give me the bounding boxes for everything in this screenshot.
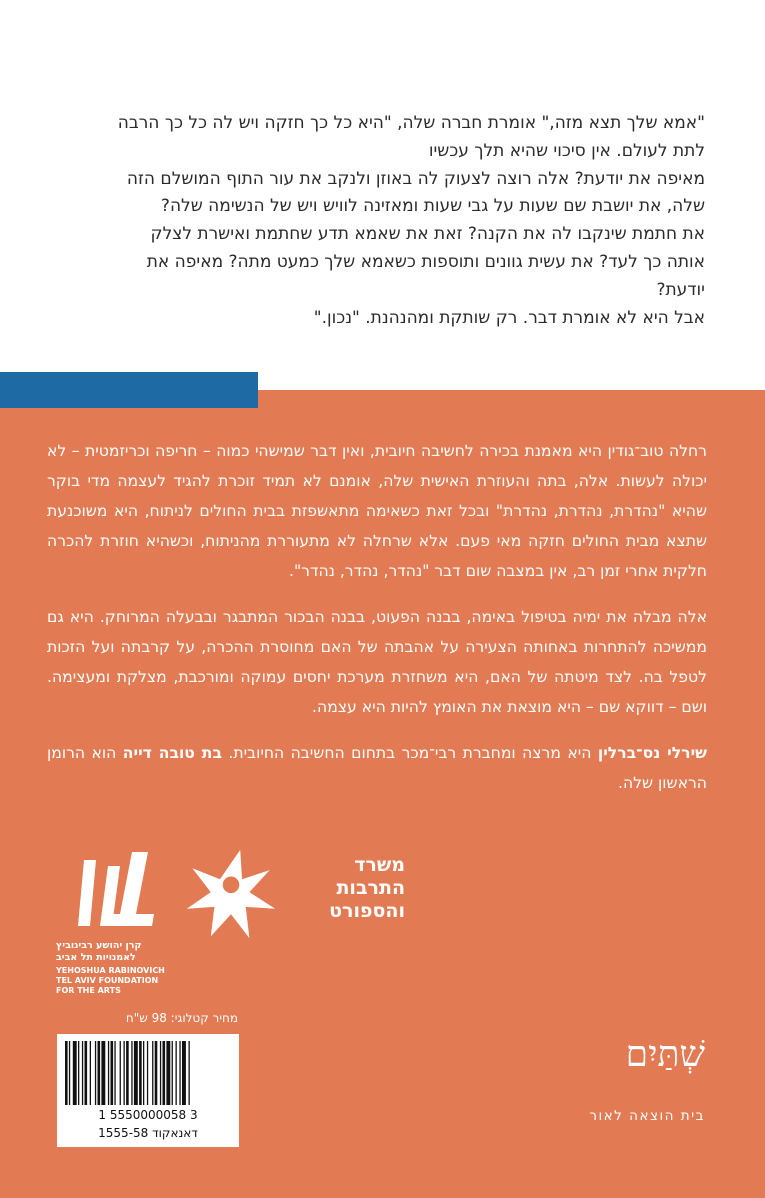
rab-he-line: קרן יהושע רבינוביץ [56, 940, 142, 951]
excerpt-line: יודעת? [656, 279, 705, 300]
ministry-of-culture-logo [185, 848, 405, 938]
excerpt-line: שלה, את יושבת שם שעות על גבי שעות ומאזינה לוויש ויש של הנשימה שלה? [160, 196, 705, 217]
blurb-paragraph-2: אלה מבלה את ימיה בטיפול באימה, בבנה הפעוט, בבנה הבכור המתבגר ובבעלה המרוחק. היא גם ממשיכה להתחרות באחותה הצעירה על אהבתה של האם מחוסרת ההכרה, על קרבתה ועל הזכות לטפל בה. לצד מיטתה של האם, היא משחזרת מערכת יחסים עמוקה ומורכבת, מצלקת ומעצימה. ושם – דווקא שם – היא מוצאת את האומץ להיות היא עצמה. [47, 608, 707, 716]
excerpt-line: "אמא שלך תצא מזה," אומרת חברה שלה, "היא כל כך חזקה ויש לה כל כך הרבה [117, 113, 705, 133]
excerpt-line: לתת לעולם. אין סיכוי שהיא תלך עכשיו [428, 140, 705, 161]
ministry-line: משרד [354, 854, 405, 876]
book-excerpt [45, 110, 705, 332]
barcode-bars [65, 1041, 231, 1105]
rab-en-line: TEL AVIV FOUNDATION [56, 976, 159, 985]
rab-en-line: YEHOSHUA RABINOVICH [56, 966, 165, 975]
author-bio [47, 738, 707, 798]
ministry-line: התרבות [336, 877, 405, 899]
publisher-subtitle: בית הוצאה לאור [589, 1108, 705, 1124]
barcode [57, 1034, 239, 1147]
blurb-paragraph-1: רחלה טוב־גודין היא מאמנת בכירה לחשיבה חיובית, ואין דבר שמישהי כמוה – חריפה וכריזמטית – לא יכולה לעשות. אלה, בתה והעוזרת האישית שלה, אומנם לא תמיד זוכרת להגיד לעצמה מדי בוקר שהיא "נהדרת, נהדרת, נהדרת" ובכל זאת כשאימה מתאשפזת בבית החולים לניתוח, היא משוכנעת שתצא מבית החולים חזקה מאי פעם. אלא שרחלה לא מתעוררת מהניתוח, וכשהיא חוזרת להכרה חלקית אחרי זמן רב, אין במצבה שום דבר "נהדר, נהדר, נהדר". [47, 442, 707, 580]
book-text: הוא הרומן הראשון שלה. [47, 744, 707, 792]
blue-accent-bar [0, 372, 258, 408]
barcode-number: 1 5550000058 3 [98, 1108, 198, 1122]
excerpt-line: אותה כך לעד? את עשית גוונים ותוספות כשאמא שלך כמעט מתה? מאיפה את [146, 251, 705, 272]
excerpt-section [0, 0, 765, 390]
rab-he-line: לאמנויות תל אביב [56, 952, 136, 963]
star-icon [185, 848, 277, 940]
rabinovich-foundation-logo [56, 848, 176, 998]
book-blurb [47, 436, 707, 814]
rabinovich-mark-icon [76, 848, 156, 938]
ministry-name [329, 854, 405, 923]
author-text: היא מרצה ומחברת רבי־מכר בתחום החשיבה החיובית. [221, 744, 598, 762]
ministry-line: והספורט [329, 900, 405, 922]
book-title: בת טובה דייה [122, 744, 222, 762]
rabinovich-hebrew-name [56, 940, 166, 964]
publisher-logo: שְׁתַּיִם [625, 1034, 705, 1075]
excerpt-line: אבל היא לא אומרת דבר. רק שותקת ומהנהנת. "נכון." [313, 307, 705, 328]
danacode: דאנאקוד 1555-58 [98, 1126, 198, 1140]
catalog-price: מחיר קטלוגי: 98 ש"ח [125, 1011, 238, 1025]
rabinovich-english-name [56, 966, 176, 996]
rab-en-line: FOR THE ARTS [56, 986, 121, 995]
excerpt-line: מאיפה את יודעת? אלה רוצה לצעוק לה באוזן ולנקב את עור התוף המושלם הזה [126, 168, 705, 189]
author-name: שירלי נס־ברלין [597, 744, 707, 762]
excerpt-line: את חתמת שינקבו לה את הקנה? זאת את שאמא תדע שחתמת ואישרת לצלק [150, 224, 705, 245]
